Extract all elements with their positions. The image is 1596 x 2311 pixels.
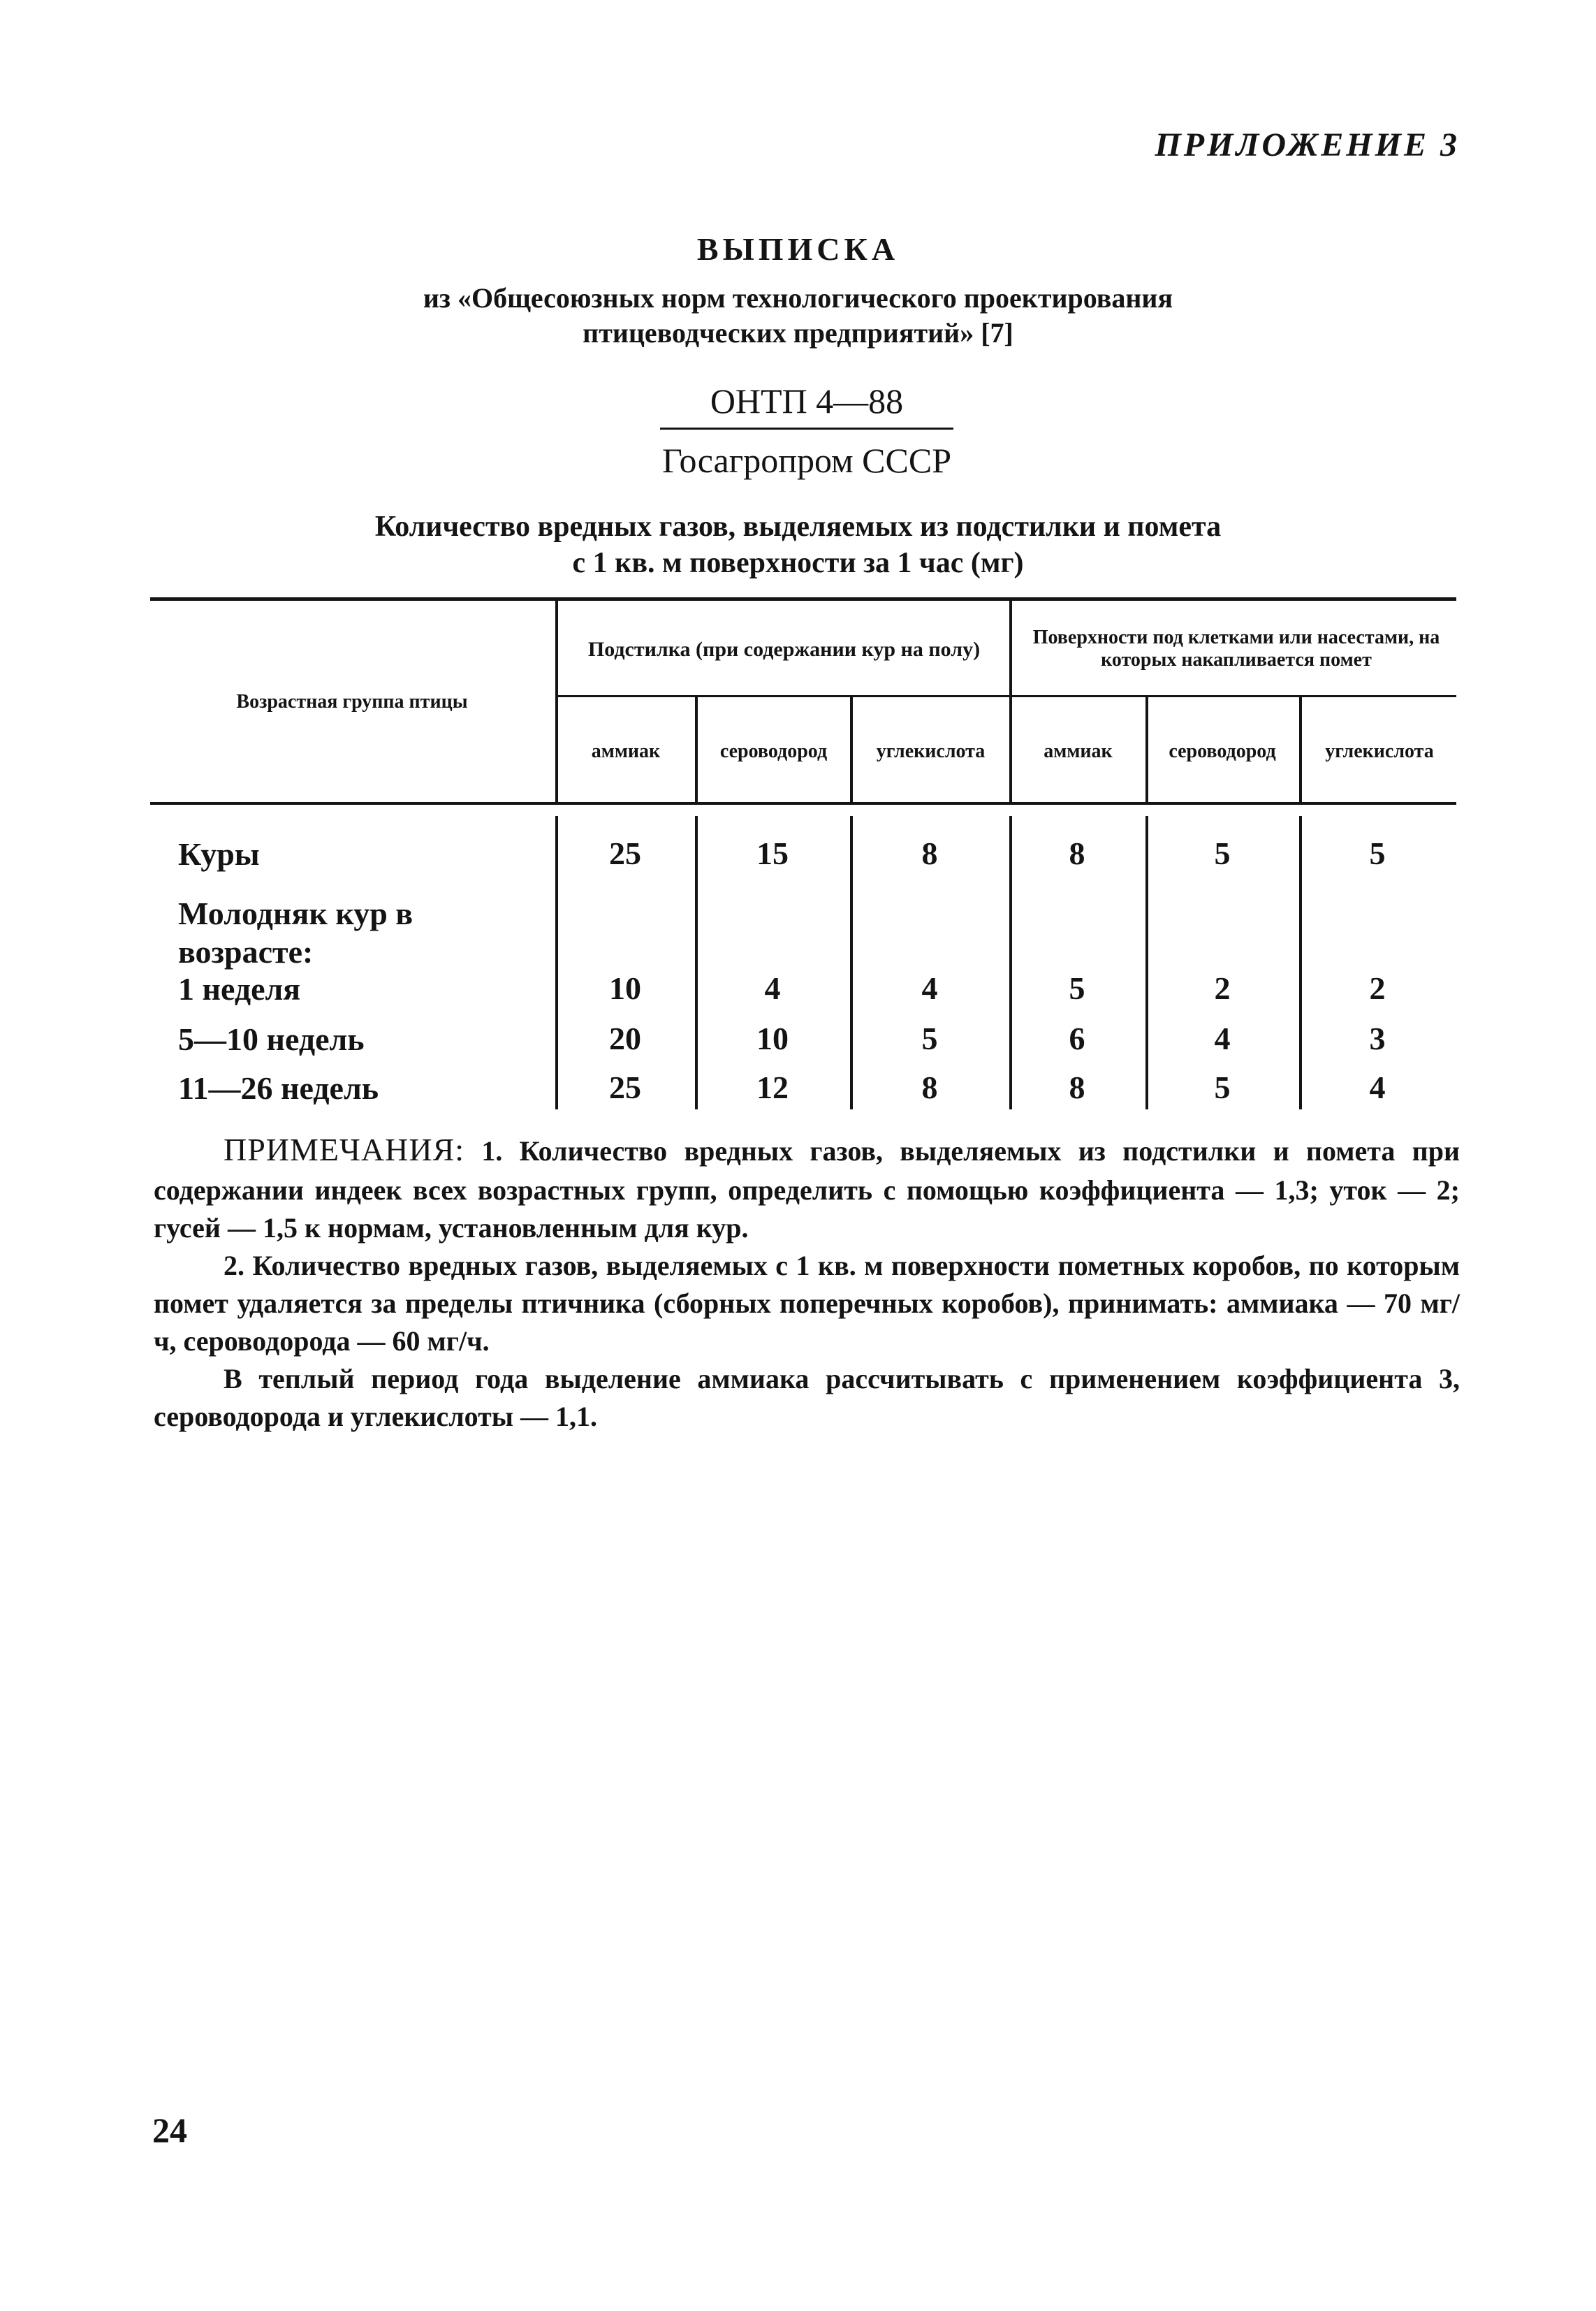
- column-header: сероводород: [719, 740, 828, 762]
- table-divider: [1145, 697, 1148, 802]
- table-divider: [555, 816, 558, 1109]
- table-divider: [850, 697, 853, 802]
- row-label: 5—10 недель: [178, 1021, 365, 1057]
- table-divider: [695, 816, 698, 1109]
- table-divider: [1009, 601, 1012, 803]
- note-2: 2. Количество вредных газов, выделяемых с 1 кв. м поверхности пометных коробов, по которым помет удаляется за пределы птичника (сборных поперечных коробов), принимать: аммиака — 70 мг/ч, сероводорода — 60 мг/ч.: [154, 1250, 1460, 1357]
- document-subtitle-line2: птицеводческих предприятий» [7]: [583, 317, 1013, 349]
- table-group-rule: [557, 695, 1456, 697]
- column-header: углекислота: [876, 740, 986, 762]
- document-page: ПРИЛОЖЕНИЕ 3 ВЫПИСКА из «Общесоюзных норм технологического проектирования птицеводческих предприятий» [7] ОНТП 4—88 Госагропром СССР Количество вредных газов, выделяемых из подстилки и помета с 1 кв. м поверхности за 1 час (мг) Возрастная группа птицы Подстилка (при содержании кур на полу) Поверхности под клетками или насестами, на которых накапливается помет аммиак сероводород углекислота аммиак сероводород углекислота Куры Молодняк кур в возрасте: 1 неделя 5—10 недель 11—26 недель 25 15 8 8 5 5 10 4 4 5 2 2 20 10 5 6 4 3 25 12 8 8 5 4 ПРИМЕЧАНИЯ: 1. Количество вредных газов, выделяемых из подстилки и помета при содержании индеек всех возрастных групп, определить с помощью коэффициента — 1,3; уток — 2; гусей — 1,5 к нормам, установленным для кур. 2. Количество вредных газов, выделяемых с 1 кв. м поверхности пометных коробов, по которым помет удаляется за пределы птичника (сборных поперечных коробов), принимать: аммиака — 70 мг/ч, сероводорода — 60 мг/ч. В теплый период года выделение аммиака рассчитывать с применением коэффициента 3, сероводорода и углекислоты — 1,1. 24: [0, 0, 1596, 2311]
- document-title: ВЫПИСКА: [696, 231, 900, 267]
- table-divider: [1009, 816, 1012, 1109]
- row-label: 1 неделя: [178, 971, 301, 1007]
- column-group-cage-surface: Поверхности под клетками или насестами, на которых накапливается помет: [1032, 626, 1440, 671]
- row-label: Куры: [178, 836, 260, 872]
- appendix-label: ПРИЛОЖЕНИЕ 3: [1155, 126, 1460, 163]
- table-divider: [1145, 816, 1148, 1109]
- row-label: Молодняк кур в возрасте:: [178, 896, 413, 970]
- page-number: 24: [152, 2110, 187, 2150]
- table-caption-line2: с 1 кв. м поверхности за 1 час (мг): [572, 547, 1024, 579]
- table-divider: [1299, 816, 1302, 1109]
- note-3: В теплый период года выделение аммиака рассчитывать с применением коэффициента 3, сероводорода и углекислоты — 1,1.: [154, 1363, 1460, 1433]
- table-divider: [850, 816, 853, 1109]
- row-label: 11—26 недель: [178, 1070, 379, 1106]
- row-header: Возрастная группа птицы: [236, 690, 468, 713]
- column-header: аммиак: [591, 740, 661, 762]
- column-header: сероводород: [1169, 740, 1276, 762]
- table-divider: [555, 601, 558, 803]
- table-divider: [1299, 697, 1302, 802]
- table-divider: [695, 697, 698, 802]
- notes-heading: ПРИМЕЧАНИЯ:: [224, 1132, 465, 1167]
- column-header: углекислота: [1325, 740, 1434, 762]
- note-1-text: 1. Количество вредных газов, выделяемых из подстилки и помета при содержании индеек всех возрастных групп, определить с помощью коэффициента — 1,3; уток — 2; гусей — 1,5 к нормам, установленным для кур.: [154, 1135, 1460, 1244]
- document-subtitle-line1: из «Общесоюзных норм технологического проектирования: [423, 282, 1173, 314]
- issuing-agency: Госагропром СССР: [661, 441, 952, 480]
- column-header: аммиак: [1044, 740, 1113, 762]
- standard-code: ОНТП 4—88: [710, 381, 904, 421]
- standard-divider: [660, 428, 953, 430]
- table-caption-line1: Количество вредных газов, выделяемых из подстилки и помета: [374, 511, 1222, 543]
- notes-section: [154, 1128, 1460, 1436]
- note-1: [154, 1128, 1460, 1247]
- table-header-bottom-rule: [150, 802, 1456, 805]
- column-group-litter: Подстилка (при содержании кур на полу): [587, 638, 981, 662]
